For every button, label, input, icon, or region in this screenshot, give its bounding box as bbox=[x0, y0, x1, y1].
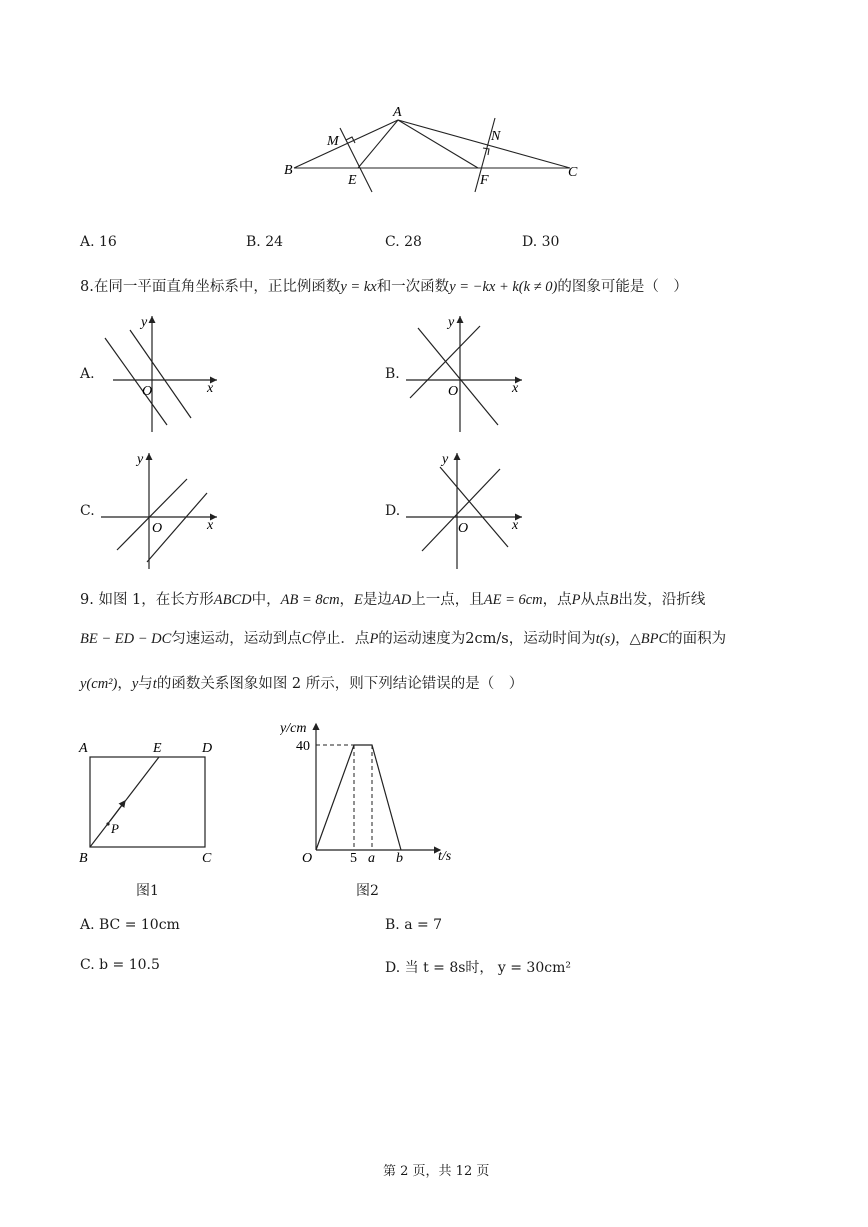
label-N: N bbox=[491, 129, 501, 144]
q8-formula-1: y = kx bbox=[340, 279, 377, 295]
q8d-origin: O bbox=[458, 521, 469, 536]
q7-option-a: A. 16 bbox=[80, 234, 117, 250]
q8-option-a-letter: A. bbox=[80, 366, 95, 382]
q8-formula-2: y = −kx + k(k ≠ 0) bbox=[449, 279, 558, 295]
q9-option-c: C. b = 10.5 bbox=[80, 957, 160, 973]
q8a-origin: O bbox=[142, 384, 153, 399]
q9-ts: t(s) bbox=[595, 631, 616, 647]
q9-text: 的面积为 bbox=[668, 631, 727, 647]
fig2-tick-a: a bbox=[368, 851, 375, 866]
fig2-tick-5: 5 bbox=[350, 851, 357, 866]
q7-option-d: D. 30 bbox=[522, 234, 560, 250]
q9-text: ，点 bbox=[542, 592, 572, 608]
fig1-label-B: B bbox=[79, 851, 88, 866]
q8-option-d-letter: D. bbox=[385, 503, 401, 519]
q9-text: 与 bbox=[138, 676, 153, 692]
q8c-x-label: x bbox=[207, 518, 214, 533]
q9-text: ， bbox=[339, 592, 355, 608]
q8-graph-a bbox=[95, 310, 230, 435]
q7-option-c: C. 28 bbox=[385, 234, 422, 250]
q8b-origin: O bbox=[448, 384, 459, 399]
triangle-figure bbox=[280, 100, 590, 200]
q9-c: C bbox=[301, 631, 312, 647]
fig1-label-P: P bbox=[111, 821, 119, 836]
q7-option-b: B. 24 bbox=[246, 234, 284, 250]
q9-p: P bbox=[369, 631, 379, 647]
q9-text: 是边 bbox=[362, 592, 392, 608]
q9-triangle: △BPC bbox=[629, 631, 669, 647]
q9-text: ，运动时间为 bbox=[508, 631, 596, 647]
q9-option-d: D. 当 t = 8s时， y = 30cm² bbox=[385, 960, 571, 976]
label-M: M bbox=[327, 134, 339, 149]
q9-ad: AD bbox=[391, 592, 412, 608]
question-8-stem bbox=[80, 275, 688, 296]
q9-t: t bbox=[152, 676, 157, 692]
q8-option-b-letter: B. bbox=[385, 366, 400, 382]
q9-text: ， bbox=[615, 631, 630, 647]
q8-text-c: 的图象可能是（ ） bbox=[557, 279, 688, 295]
q9-ab: AB = 8cm bbox=[280, 592, 340, 608]
q8c-y-label: y bbox=[137, 452, 144, 467]
q9-line-3 bbox=[80, 672, 523, 693]
q8b-y-label: y bbox=[448, 315, 455, 330]
q9-e: E bbox=[354, 592, 363, 608]
fig1-label-D: D bbox=[202, 741, 213, 756]
fig2-origin: O bbox=[302, 851, 313, 866]
q9-option-a: A. BC = 10cm bbox=[80, 917, 180, 933]
q8a-x-label: x bbox=[207, 381, 214, 396]
q9-b: B bbox=[609, 592, 619, 608]
q8-text-b: 和一次函数 bbox=[376, 279, 450, 295]
figure-2-graph bbox=[280, 710, 465, 870]
q9-text: 中， bbox=[251, 592, 281, 608]
q9-text: 上一点，且 bbox=[411, 592, 484, 608]
q9-text: 出发，沿折线 bbox=[618, 592, 706, 608]
q8-graph-d bbox=[400, 447, 535, 572]
q9-abcd: ABCD bbox=[213, 592, 252, 608]
q8d-x-label: x bbox=[512, 518, 519, 533]
q8a-y-label: y bbox=[141, 315, 148, 330]
q9-speed: 2cm/s bbox=[465, 631, 509, 647]
q9-text: 9. 如图 1，在长方形 bbox=[80, 592, 214, 608]
q8-number: 8. bbox=[80, 279, 94, 295]
q9-text: ， bbox=[117, 676, 132, 692]
q9-y: y bbox=[131, 676, 139, 692]
fig2-x-axis-label: t/s bbox=[438, 849, 452, 864]
q9-line-1 bbox=[80, 588, 705, 609]
q9-text: 从点 bbox=[580, 592, 610, 608]
q8-option-c-letter: C. bbox=[80, 503, 95, 519]
fig1-label-E: E bbox=[153, 741, 162, 756]
figure-1-rectangle bbox=[75, 735, 235, 895]
q8c-origin: O bbox=[152, 521, 163, 536]
figure-2-caption: 图2 bbox=[356, 883, 379, 899]
label-A: A bbox=[393, 105, 402, 120]
q8d-y-label: y bbox=[442, 452, 449, 467]
fig1-label-C: C bbox=[202, 851, 212, 866]
label-F: F bbox=[480, 173, 489, 188]
q9-text: 的函数关系图象如图 2 所示，则下列结论错误的是（ ） bbox=[156, 676, 524, 692]
fig2-y-axis-label: y/cm bbox=[280, 721, 307, 736]
q9-text: 的运动速度为 bbox=[378, 631, 466, 647]
q8b-x-label: x bbox=[512, 381, 519, 396]
label-B: B bbox=[284, 163, 293, 178]
fig2-tick-40: 40 bbox=[296, 739, 310, 754]
q8-graph-c bbox=[95, 447, 230, 572]
q9-line-2 bbox=[80, 627, 726, 648]
label-E: E bbox=[348, 173, 357, 188]
q9-path: BE − ED − DC bbox=[80, 631, 172, 647]
q9-p: P bbox=[571, 592, 581, 608]
q9-ae: AE = 6cm bbox=[483, 592, 543, 608]
q9-ycm: y(cm²) bbox=[80, 676, 118, 692]
fig2-tick-b: b bbox=[396, 851, 403, 866]
q8-graph-b bbox=[400, 310, 535, 435]
q9-text: 停止．点 bbox=[311, 631, 370, 647]
figure-1-caption: 图1 bbox=[136, 883, 159, 899]
fig1-label-A: A bbox=[79, 741, 88, 756]
q8-text-a: 在同一平面直角坐标系中，正比例函数 bbox=[93, 279, 341, 295]
q9-option-b: B. a = 7 bbox=[385, 917, 443, 933]
page-footer: 第 2 页，共 12 页 bbox=[383, 1164, 490, 1179]
q9-text: 匀速运动，运动到点 bbox=[171, 631, 302, 647]
label-C: C bbox=[568, 165, 578, 180]
